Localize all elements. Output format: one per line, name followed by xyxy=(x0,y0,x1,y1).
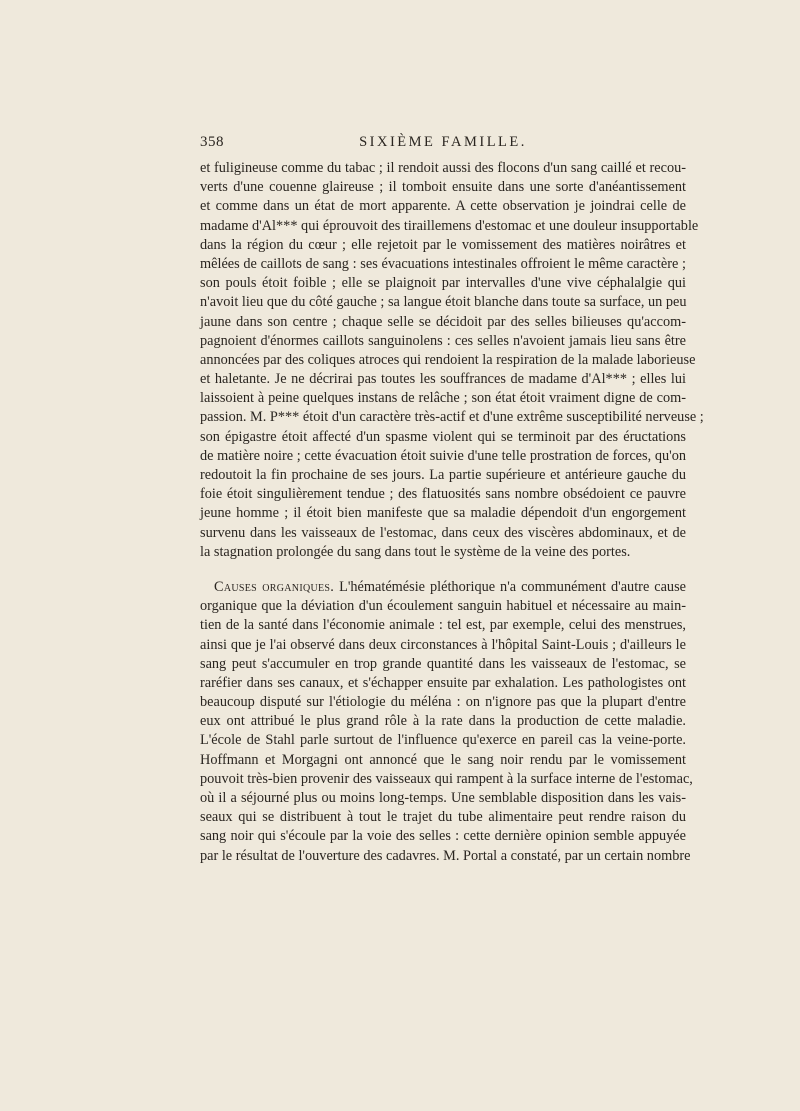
text-line: mêlées de caillots de sang : ses évacuations intestinales offroient le même caractère ; xyxy=(200,255,686,272)
section-heading: Causes organiques. xyxy=(214,578,335,595)
text-line: dans la région du cœur ; elle rejetoit par le vomissement des matières noirâtres et xyxy=(200,236,686,253)
text-line: son épigastre étoit affecté d'un spasme violent qui se terminoit par des éructations xyxy=(200,428,686,445)
text-line: raréfier dans ses canaux, et s'échapper ensuite par exhalation. Les pathologistes ont xyxy=(200,674,686,691)
text-line: L'école de Stahl parle surtout de l'influence qu'exerce en pareil cas la veine-porte. xyxy=(200,732,686,749)
text-line: passion. M. P*** étoit d'un caractère très-actif et d'une extrême susceptibilité nerveuse ; xyxy=(200,409,704,426)
text-line: tien de la santé dans l'économie animale : tel est, par exemple, celui des menstrues, xyxy=(200,617,686,634)
text-line: pagnoient d'énormes caillots sanguinolens : ces selles n'avoient jamais lieu sans être xyxy=(200,332,686,349)
text-line: eux ont attribué le plus grand rôle à la rate dans la production de cette maladie. xyxy=(200,713,686,730)
text-line: sang noir qui s'écoule par la voie des selles : cette dernière opinion semble appuyée xyxy=(200,828,686,845)
text-line: où il a séjourné plus ou moins long-temps. Une semblable disposition dans les vais- xyxy=(200,790,686,806)
text-line-content: L'hématémésie pléthorique n'a communément d'autre cause xyxy=(334,578,686,595)
text-line: et fuligineuse comme du tabac ; il rendoit aussi des flocons d'un sang caillé et recou- xyxy=(200,160,686,176)
page-number: 358 xyxy=(200,134,224,150)
text-line: ainsi que je l'ai observé dans deux circonstances à l'hôpital Saint-Louis ; d'ailleurs le xyxy=(200,636,686,653)
running-title: SIXIÈME FAMILLE. xyxy=(359,134,527,150)
text-line: foie étoit singulièrement tendue ; des flatuosités sans nombre obsédoient ce pauvre xyxy=(200,486,686,503)
text-line: sang peut s'accumuler en trop grande quantité dans les vaisseaux de l'estomac, se xyxy=(200,655,686,672)
text-line: et haletante. Je ne décrirai pas toutes les souffrances de madame d'Al*** ; elles lui xyxy=(200,371,686,388)
text-line: survenu dans les vaisseaux de l'estomac, dans ceux des viscères abdominaux, et de xyxy=(200,524,686,541)
text-line: organique que la déviation d'un écoulement sanguin habituel et nécessaire au main- xyxy=(200,598,686,615)
text-line: par le résultat de l'ouverture des cadavres. M. Portal a constaté, par un certain nombre xyxy=(200,847,691,864)
text-line: et comme dans un état de mort apparente. A cette observation je joindrai celle de xyxy=(200,198,686,215)
text-line: seaux qui se distribuent à tout le trajet du tube alimentaire peut rendre raison du xyxy=(200,809,686,826)
text-line: annoncées par des coliques atroces qui rendoient la respiration de la malade laborieuse xyxy=(200,351,696,368)
text-line: son pouls étoit foible ; elle se plaignoit par intervalles d'une vive céphalalgie qui xyxy=(200,275,686,292)
text-line: madame d'Al*** qui éprouvoit des tiraillemens d'estomac et une douleur insupportable xyxy=(200,217,699,234)
page-header xyxy=(200,134,686,156)
text-line: pouvoit très-bien provenir des vaisseaux qui rampent à la surface interne de l'estomac, xyxy=(200,770,693,787)
paragraph-observation xyxy=(200,159,704,562)
text-line: Hoffmann et Morgagni ont annoncé que le sang noir rendu par le vomissement xyxy=(200,751,686,768)
text-line: redoutoit la fin prochaine de ses jours. La partie supérieure et antérieure gauche du xyxy=(200,467,686,483)
body-text xyxy=(200,159,704,866)
text-line xyxy=(200,578,686,597)
text-line: jeune homme ; il étoit bien manifeste que sa maladie dépendoit d'un engorgement xyxy=(200,505,686,522)
text-line: n'avoit lieu que du côté gauche ; sa langue étoit blanche dans toute sa surface, un peu xyxy=(200,294,687,311)
text-line: de matière noire ; cette évacuation étoit suivie d'une telle prostration de forces, qu'on xyxy=(200,447,686,464)
text-line: la stagnation prolongée du sang dans tout le système de la veine des portes. xyxy=(200,543,631,560)
paragraph-causes-organiques xyxy=(200,578,693,866)
paragraph-gap xyxy=(200,562,686,578)
text-line: laissoient à peine quelques instans de relâche ; son état étoit vraiment digne de com- xyxy=(200,390,686,407)
text-line: jaune dans son centre ; chaque selle se décidoit par des selles bilieuses qu'accom- xyxy=(200,313,686,330)
text-line: beaucoup disputé sur l'étiologie du méléna : on n'ignore pas que la plupart d'entre xyxy=(200,694,686,711)
text-line: verts d'une couenne glaireuse ; il tomboit ensuite dans une sorte d'anéantissement xyxy=(200,179,686,196)
